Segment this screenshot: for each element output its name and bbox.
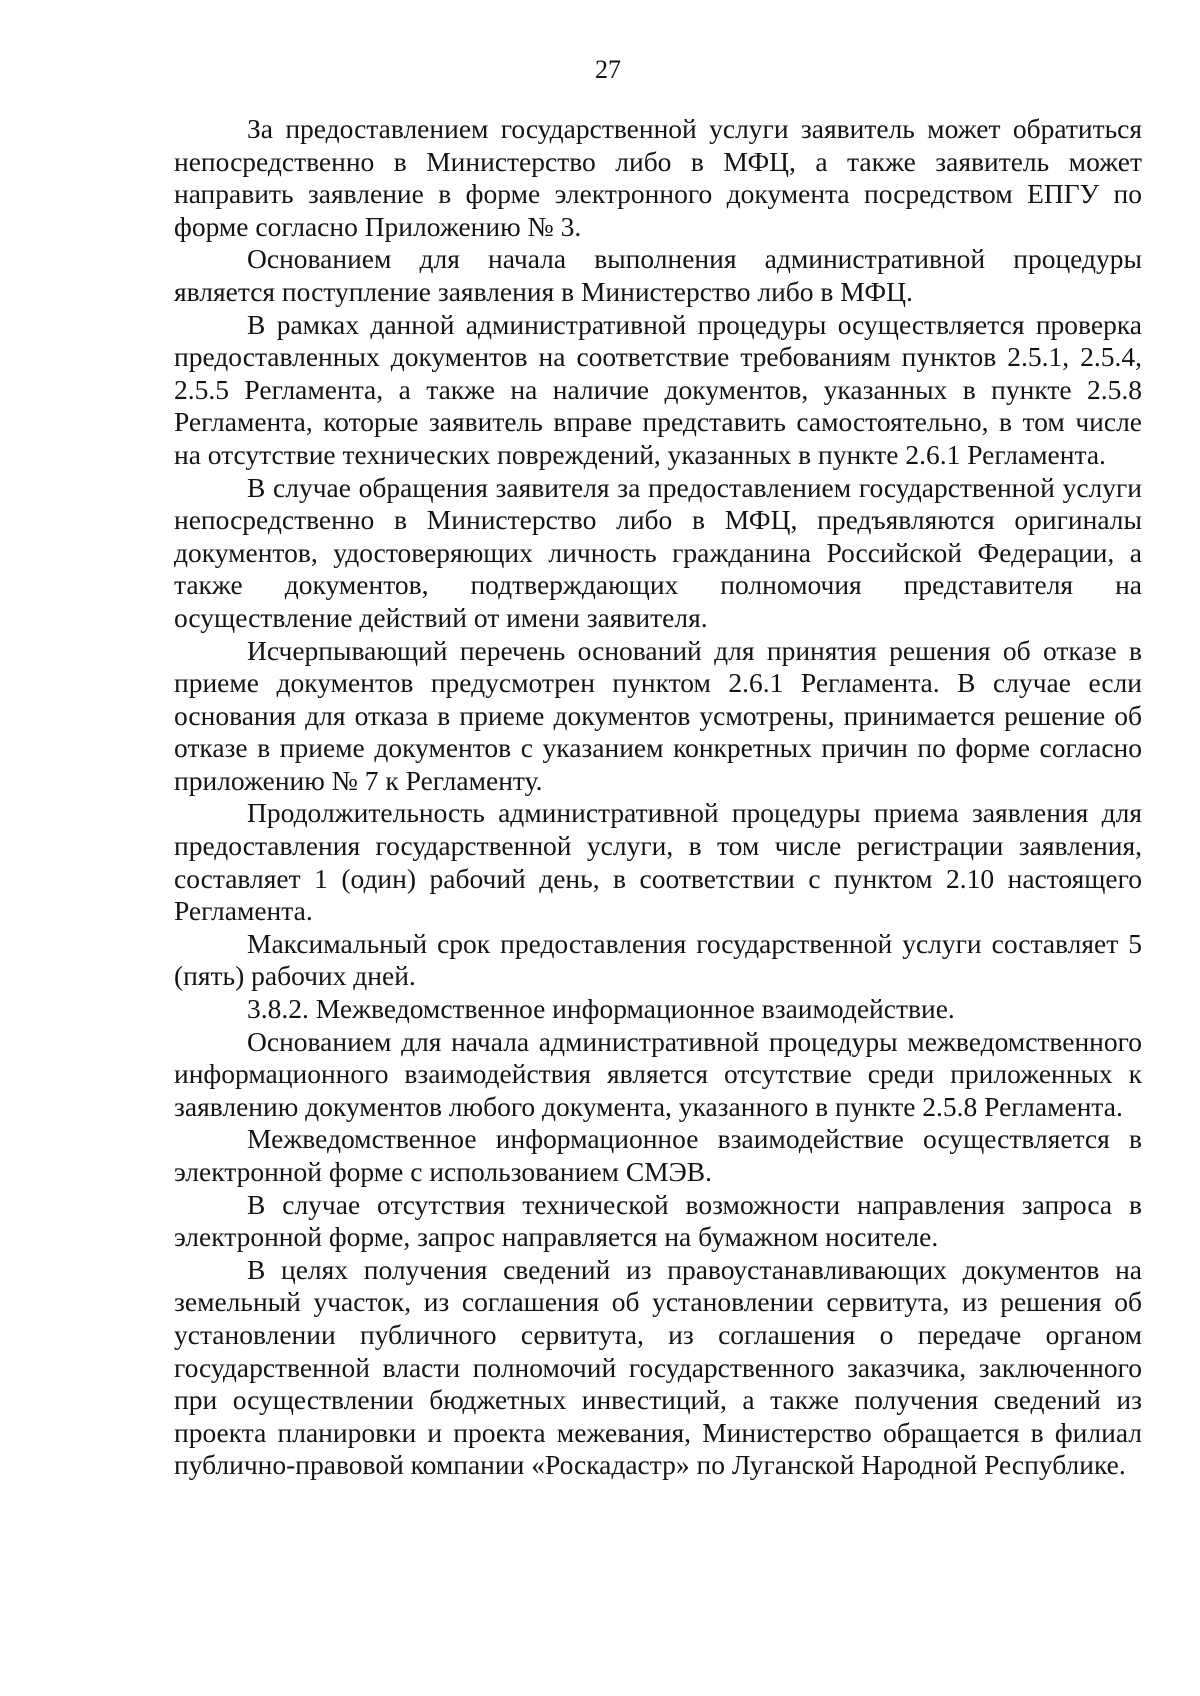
paragraph: В случае обращения заявителя за предоставлением государственной услуги непосредственно в Министерство либо в МФЦ, предъявляются оригиналы документов, удостоверяющих личность гражданина Российской Федерации, а также документов, подтверждающих полномочия представителя на осуществление действий от имени заявителя. <box>174 471 1142 633</box>
paragraph: Основанием для начала выполнения административной процедуры является поступление заявления в Министерство либо в МФЦ. <box>174 243 1142 307</box>
section-heading: 3.8.2. Межведомственное информационное взаимодействие. <box>247 993 955 1025</box>
paragraph: Продолжительность административной процедуры приема заявления для предоставления государственной услуги, в том числе регистрации заявления, составляет 1 (один) рабочий день, в соответствии с пунктом 2.10 настоящего Регламента. <box>174 797 1142 927</box>
paragraph: Исчерпывающий перечень оснований для принятия решения об отказе в приеме документов предусмотрен пунктом 2.6.1 Регламента. В случае если основания для отказа в приеме документов усмотрены, принимается решение об отказе в приеме документов с указанием конкретных причин по форме согласно приложению № 7 к Регламенту. <box>174 634 1142 796</box>
paragraph: В случае отсутствия технической возможности направления запроса в электронной форме, запрос направляется на бумажном носителе. <box>174 1188 1142 1253</box>
paragraph: Основанием для начала административной процедуры межведомственного информационного взаимодействия является отсутствие среди приложенных к заявлению документов любого документа, указанного в пункте 2.5.8 Регламента. <box>174 1025 1142 1122</box>
page-number: 27 <box>595 55 621 84</box>
paragraph: Максимальный срок предоставления государственной услуги составляет 5 (пять) рабочих дней. <box>174 927 1142 992</box>
paragraph: В рамках данной административной процедуры осуществляется проверка предоставленных документов на соответствие требованиям пунктов 2.5.1, 2.5.4, 2.5.5 Регламента, а также на наличие документов, указанных в пункте 2.5.8 Регламента, которые заявитель вправе представить самостоятельно, в том числе на отсутствие технических повреждений, указанных в пункте 2.6.1 Регламента. <box>174 308 1142 470</box>
paragraph: В целях получения сведений из правоустанавливающих документов на земельный участок, из соглашения об установлении сервитута, из решения об установлении публичного сервитута, из соглашения о передаче органом государственной власти полномочий государственного заказчика, заключенного при осуществлении бюджетных инвестиций, а также получения сведений из проекта планировки и проекта межевания, Министерство обращается в филиал публично-правовой компании «Роскадастр» по Луганской Народной Республике. <box>174 1253 1142 1481</box>
document-body <box>174 113 1142 1482</box>
paragraph: За предоставлением государственной услуги заявитель может обратиться непосредственно в Министерство либо в МФЦ, а также заявитель может направить заявление в форме электронного документа посредством ЕПГУ по форме согласно Приложению № 3. <box>174 113 1142 242</box>
paragraph: Межведомственное информационное взаимодействие осуществляется в электронной форме с использованием СМЭВ. <box>174 1123 1142 1187</box>
